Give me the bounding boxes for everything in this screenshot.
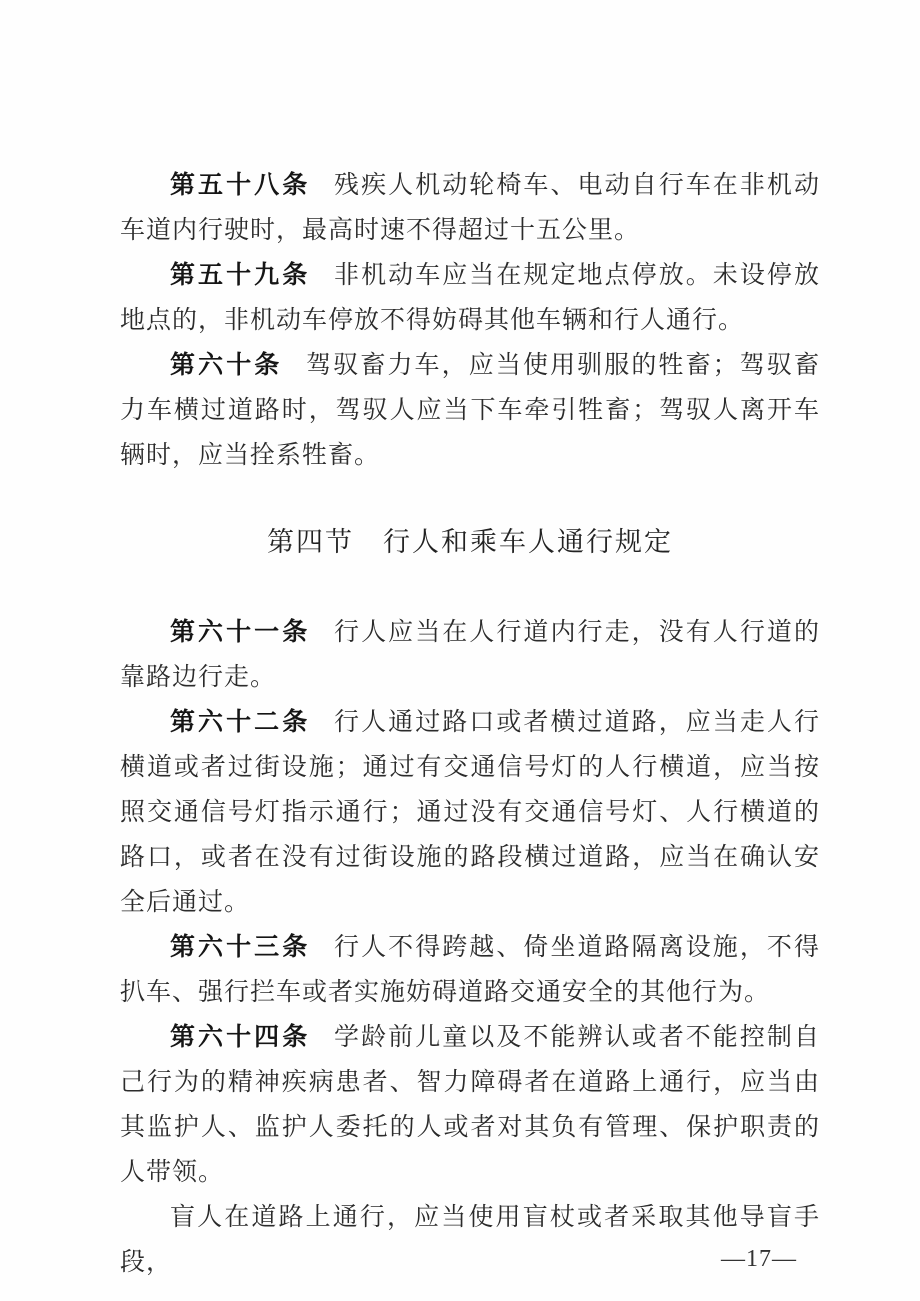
article-text: 行人不得跨越、倚坐道路隔离设施，不得扒车、强行拦车或者实施妨碍道路交通安全的其他行为。 bbox=[120, 934, 820, 1006]
article-text: 非机动车应当在规定地点停放。未设停放地点的，非机动车停放不得妨碍其他车辆和行人通行。 bbox=[120, 262, 820, 334]
article-paragraph bbox=[120, 610, 820, 700]
article-number-label: 第五十八条 bbox=[170, 172, 311, 199]
article-number-label: 第六十四条 bbox=[170, 1024, 311, 1051]
article-text: 行人应当在人行道内行走，没有人行道的靠路边行走。 bbox=[120, 619, 820, 691]
articles-after-heading bbox=[120, 610, 820, 1285]
article-text: 学龄前儿童以及不能辨认或者不能控制自己行为的精神疾病患者、智力障碍者在道路上通行，应当由其监护人、监护人委托的人或者对其负有管理、保护职责的人带领。 bbox=[120, 1024, 820, 1186]
article-paragraph bbox=[120, 343, 820, 478]
article-paragraph bbox=[120, 925, 820, 1015]
article-number-label: 第五十九条 bbox=[170, 262, 311, 289]
article-text: 行人通过路口或者横过道路，应当走人行横道或者过街设施；通过有交通信号灯的人行横道，应当按照交通信号灯指示通行；通过没有交通信号灯、人行横道的路口，或者在没有过街设施的路段横过道路，应当在确认安全后通过。 bbox=[120, 709, 820, 916]
document-content bbox=[120, 163, 820, 1285]
page-number: —17— bbox=[721, 1246, 797, 1272]
article-paragraph bbox=[120, 163, 820, 253]
article-number-label: 第六十三条 bbox=[170, 934, 311, 961]
article-number-label: 第六十一条 bbox=[170, 619, 311, 646]
article-paragraph bbox=[120, 1015, 820, 1195]
article-number-label: 第六十二条 bbox=[170, 709, 311, 736]
section-heading: 第四节 行人和乘车人通行规定 bbox=[267, 527, 673, 557]
article-paragraph bbox=[120, 1195, 820, 1285]
article-text: 盲人在道路上通行，应当使用盲杖或者采取其他导盲手段， bbox=[120, 1204, 820, 1276]
article-number-label: 第六十条 bbox=[170, 352, 283, 379]
article-paragraph bbox=[120, 253, 820, 343]
article-text: 残疾人机动轮椅车、电动自行车在非机动车道内行驶时，最高时速不得超过十五公里。 bbox=[120, 172, 820, 244]
articles-before-heading bbox=[120, 163, 820, 478]
article-text: 驾驭畜力车，应当使用驯服的牲畜；驾驭畜力车横过道路时，驾驭人应当下车牵引牲畜；驾驭人离开车辆时，应当拴系牲畜。 bbox=[120, 352, 820, 469]
article-paragraph bbox=[120, 700, 820, 925]
